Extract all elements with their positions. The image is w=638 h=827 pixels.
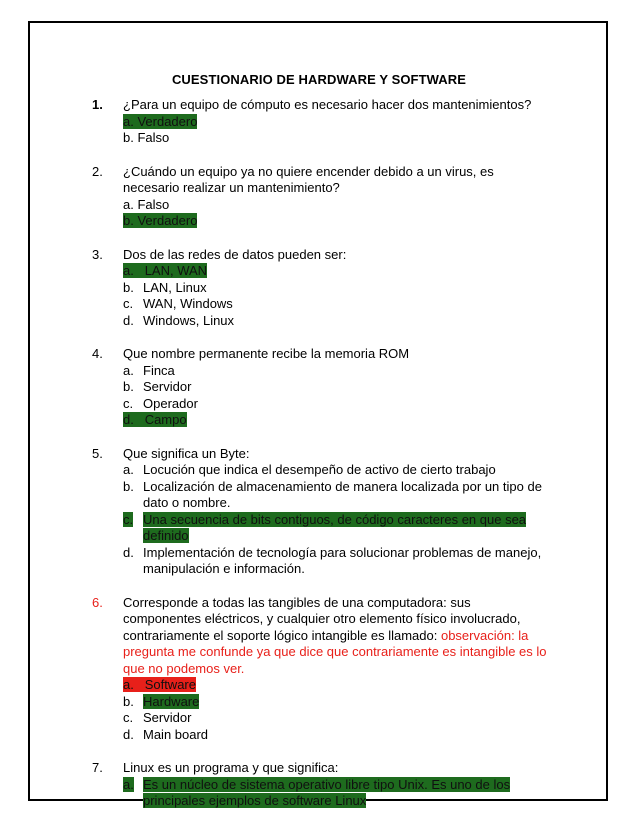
- question-note: observación: la pregunta me confunde ya que dice que contrariamente es intangible es lo que no podemos ver.: [123, 627, 547, 676]
- option-letter: a.: [123, 776, 134, 792]
- option-letter: a.: [123, 677, 134, 692]
- option-letter: d.: [123, 412, 134, 427]
- option-letter: a.: [123, 462, 134, 477]
- option-letter: d.: [123, 544, 134, 560]
- answer-option-a: a. Verdadero: [123, 113, 198, 129]
- question-number: 5.: [92, 445, 103, 461]
- question-5: [92, 446, 552, 578]
- option-letter: a.: [123, 263, 134, 278]
- question-number: 1.: [92, 97, 103, 112]
- question-number: 2.: [92, 163, 103, 179]
- question-text: ¿Para un equipo de cómputo es necesario hacer dos mantenimientos?: [123, 97, 532, 112]
- answer-option-a: Finca: [143, 362, 175, 378]
- answer-option-c: Operador: [143, 395, 198, 411]
- option-letter: d.: [123, 726, 134, 742]
- answer-option-c: Una secuencia de bits contiguos, de código caracteres en que sea definido: [143, 511, 527, 543]
- question-text: Que nombre permanente recibe la memoria ROM: [123, 346, 410, 361]
- question-7: [92, 760, 552, 810]
- question-2: [92, 164, 552, 230]
- option-letter: c.: [123, 296, 134, 311]
- question-text: Corresponde a todas las tangibles de una computadora: sus componentes eléctricos, y cualquier otro elemento físico involucrado, contrariamente el soporte lógico intangible es llamado:: [123, 594, 521, 643]
- answer-option-b: b. Verdadero: [123, 213, 198, 228]
- answer-option-a: LAN, WAN: [144, 263, 208, 278]
- document-title: CUESTIONARIO DE HARDWARE Y SOFTWARE: [171, 72, 467, 87]
- question-text: Que significa un Byte:: [123, 445, 250, 461]
- question-6: [92, 595, 552, 744]
- answer-option-c: Servidor: [143, 710, 192, 725]
- option-letter: b.: [123, 379, 134, 394]
- answer-option-d: Main board: [143, 726, 209, 742]
- question-4: [92, 346, 552, 429]
- answer-option-a: Es un núcleo de sistema operativo libre tipo Unix. Es uno de los principales ejemplos de software Linux: [143, 776, 511, 808]
- answer-option-b: Hardware: [143, 693, 200, 709]
- option-letter: c.: [123, 511, 134, 527]
- questionnaire: [92, 97, 552, 827]
- answer-option-d: Windows, Linux: [143, 312, 235, 328]
- option-letter: b.: [123, 693, 134, 709]
- question-text: Dos de las redes de datos pueden ser:: [123, 246, 347, 262]
- option-letter: c.: [123, 395, 134, 411]
- question-1: [92, 97, 552, 147]
- option-letter: a.: [123, 362, 134, 378]
- answer-option-b: Servidor: [143, 379, 192, 394]
- question-number: 4.: [92, 346, 103, 361]
- answer-option-b: LAN, Linux: [143, 279, 207, 295]
- answer-option-b: Localización de almacenamiento de manera localizada por un tipo de dato o nombre.: [143, 478, 542, 510]
- option-letter: c.: [123, 710, 134, 725]
- answer-option-a: a. Falso: [123, 196, 170, 212]
- answer-option-d: Campo: [144, 412, 187, 427]
- question-text: ¿Cuándo un equipo ya no quiere encender debido a un virus, es necesario realizar un mantenimiento?: [123, 163, 494, 195]
- answer-option-d: Implementación de tecnología para solucionar problemas de manejo, manipulación e información.: [143, 544, 542, 576]
- option-letter: b.: [123, 478, 134, 494]
- question-text: Linux es un programa y que significa:: [123, 760, 339, 775]
- question-number: 3.: [92, 246, 103, 262]
- question-number: 6.: [92, 594, 103, 610]
- question-3: [92, 247, 552, 330]
- option-letter: b.: [123, 279, 134, 295]
- answer-option-c: WAN, Windows: [143, 296, 233, 311]
- question-number: 7.: [92, 760, 103, 775]
- answer-option-a: Software: [144, 677, 196, 692]
- option-letter: d.: [123, 312, 134, 328]
- answer-option-b: b. Falso: [123, 130, 170, 145]
- answer-option-a: Locución que indica el desempeño de activo de cierto trabajo: [143, 462, 496, 477]
